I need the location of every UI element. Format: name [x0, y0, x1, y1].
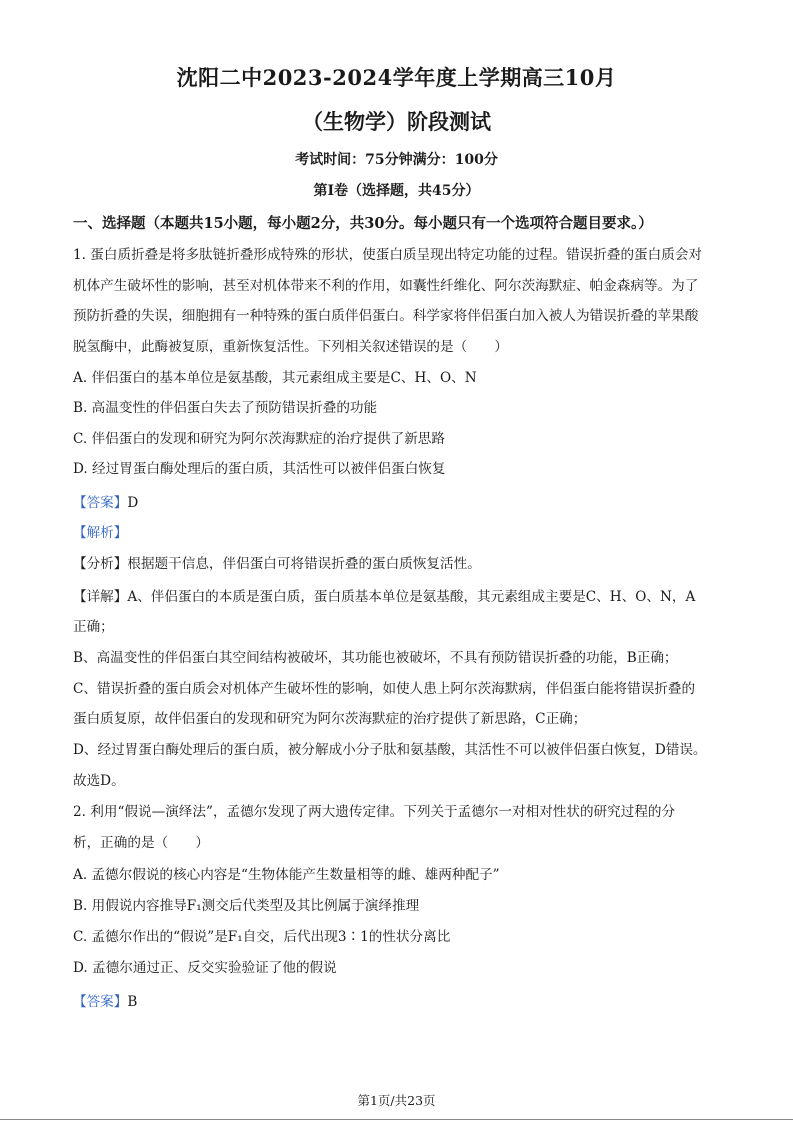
- q1-option-b: B. 高温变性的伴侣蛋白失去了预防错误折叠的功能: [73, 400, 378, 416]
- q2-option-a: A. 孟德尔假说的核心内容是“生物体能产生数量相等的雌、雄两种配子”: [73, 867, 500, 883]
- q1-detail-line: B、高温变性的伴侣蛋白其空间结构被破坏，其功能也被破坏，不具有预防错误折叠的功能，B正确；: [73, 650, 678, 666]
- q1-option-c: C. 伴侣蛋白的发现和研究为阿尔茨海默症的治疗提供了新思路: [73, 431, 445, 447]
- q2-option-d: D. 孟德尔通过正、反交实验验证了他的假说: [73, 960, 337, 976]
- breakdown-tag: 【分析】: [73, 556, 128, 572]
- volume-heading: 第I卷（选择题，共45分）: [313, 183, 480, 199]
- q1-stem-line: 脱氢酶中，此酶被复原，重新恢复活性。下列相关叙述错误的是（ ）: [73, 339, 508, 355]
- analysis-tag: 【解析】: [73, 525, 128, 541]
- page-number: 第1页/共23页: [357, 1093, 436, 1108]
- q1-detail-line: 蛋白质复原，故伴侣蛋白的发现和研究为阿尔茨海默症的治疗提供了新思路，C正确；: [73, 711, 587, 727]
- answer-value: B: [127, 994, 138, 1010]
- breakdown-text: 根据题干信息，伴侣蛋白可将错误折叠的蛋白质恢复活性。: [127, 556, 481, 572]
- q1-stem-line: 1. 蛋白质折叠是将多肽链折叠形成特殊的形状，使蛋白质呈现出特定功能的过程。错误折叠的蛋白质会对: [73, 247, 703, 263]
- answer-tag: 【答案】: [73, 994, 128, 1010]
- q2-answer: [73, 993, 137, 1011]
- detail-text: A、伴侣蛋白的本质是蛋白质，蛋白质基本单位是氨基酸，其元素组成主要是C、H、O、N，A: [127, 589, 696, 605]
- q1-stem-line: 机体产生破坏性的影响，甚至对机体带来不利的作用，如囊性纤维化、阿尔茨海默症、帕金森病等。为了: [73, 278, 699, 294]
- q1-option-a: A. 伴侣蛋白的基本单位是氨基酸，其元素组成主要是C、H、O、N: [73, 370, 477, 386]
- exam-info: 考试时间：75分钟满分：100分: [295, 152, 498, 168]
- q1-detail-line: 正确；: [73, 619, 114, 635]
- q2-stem-line: 2. 利用“假说—演绎法”，孟德尔发现了两大遗传定律。下列关于孟德尔一对相对性状的研究过程的分: [73, 804, 676, 820]
- exam-subject: （生物学）阶段测试: [302, 109, 491, 134]
- answer-value: D: [127, 495, 139, 511]
- q1-detail-line: C、错误折叠的蛋白质会对机体产生破坏性的影响，如使人患上阿尔茨海默病，伴侣蛋白能将错误折叠的: [73, 681, 696, 697]
- q1-answer: [73, 494, 138, 512]
- q1-breakdown: [73, 555, 481, 573]
- q1-analysis-tag: [73, 524, 127, 542]
- q2-option-b: B. 用假说内容推导F₁测交后代类型及其比例属于演绎推理: [73, 898, 420, 914]
- section-heading: 一、选择题（本题共15小题，每小题2分，共30分。每小题只有一个选项符合题目要求。）: [73, 215, 653, 232]
- q2-stem-line: 析，正确的是（ ）: [73, 835, 209, 851]
- q1-detail: [73, 588, 695, 606]
- exam-title: 沈阳二中2023-2024学年度上学期高三10月: [176, 65, 617, 90]
- q2-option-c: C. 孟德尔作出的“假说”是F₁自交，后代出现3∶1的性状分离比: [73, 929, 451, 945]
- q1-stem-line: 预防折叠的失误，细胞拥有一种特殊的蛋白质伴侣蛋白。科学家将伴侣蛋白加入被人为错误折叠的苹果酸: [73, 308, 699, 324]
- q1-option-d: D. 经过胃蛋白酶处理后的蛋白质，其活性可以被伴侣蛋白恢复: [73, 461, 446, 477]
- bottom-divider: [0, 1119, 793, 1120]
- answer-tag: 【答案】: [73, 495, 128, 511]
- q1-detail-line: D、经过胃蛋白酶处理后的蛋白质，被分解成小分子肽和氨基酸，其活性不可以被伴侣蛋白恢复，D错误。: [73, 742, 707, 758]
- q1-conclusion: 故选D。: [73, 773, 125, 789]
- detail-tag: 【详解】: [73, 589, 128, 605]
